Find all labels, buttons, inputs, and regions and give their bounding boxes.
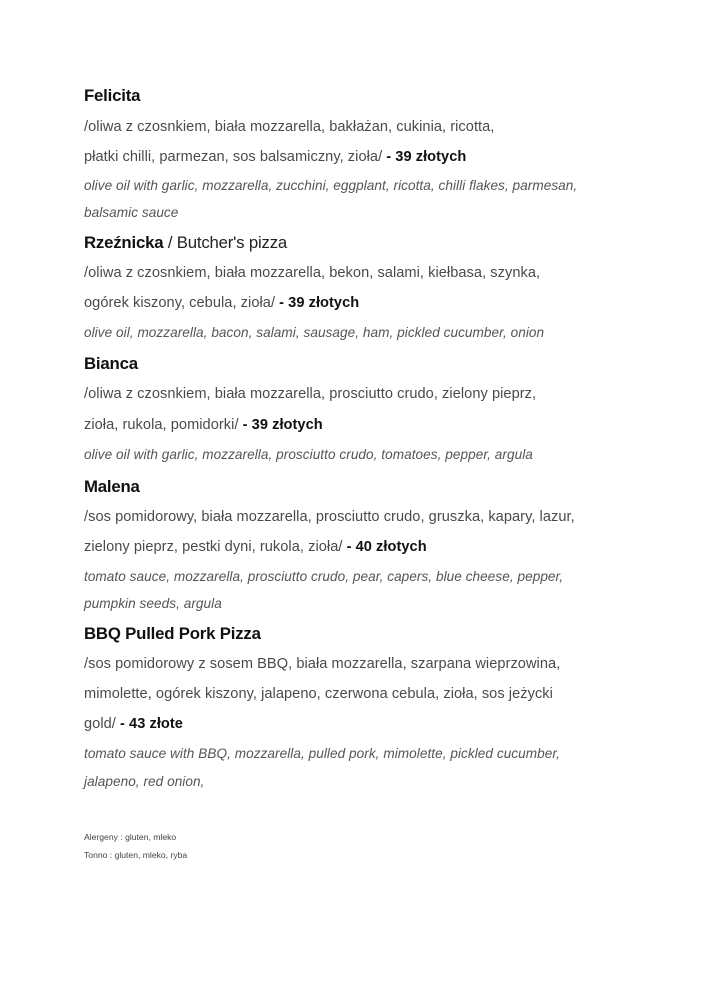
item-ingredients-pl — [84, 149, 466, 165]
item-ingredients-en: jalapeno, red onion, — [84, 774, 205, 789]
item-ingredients-pl: /sos pomidorowy, biała mozzarella, prosciutto crudo, gruszka, kapary, lazur, — [84, 509, 575, 525]
ingredients-text: gold/ — [84, 716, 121, 732]
item-ingredients-en: olive oil with garlic, mozzarella, prosciutto crudo, tomatoes, pepper, argula — [84, 447, 533, 462]
allergens-note: Alergeny : gluten, mleko — [84, 832, 177, 842]
item-price: - 39 złotych — [242, 417, 323, 433]
item-ingredients-en: balsamic sauce — [84, 205, 179, 220]
item-price: - 43 złote — [120, 716, 183, 732]
item-ingredients-en: pumpkin seeds, argula — [84, 596, 222, 611]
item-ingredients-pl — [84, 539, 427, 555]
item-title — [84, 477, 140, 497]
ingredients-text: ogórek kiszony, cebula, zioła/ — [84, 295, 280, 311]
item-name: Felicita — [84, 86, 141, 105]
item-ingredients-pl — [84, 295, 359, 311]
item-ingredients-en: olive oil with garlic, mozzarella, zucchini, eggplant, ricotta, chilli flakes, parmesan, — [84, 178, 578, 193]
item-ingredients-pl: /sos pomidorowy z sosem BBQ, biała mozzarella, szarpana wieprzowina, — [84, 656, 561, 672]
item-ingredients-pl: mimolette, ogórek kiszony, jalapeno, czerwona cebula, zioła, sos jeżycki — [84, 686, 553, 702]
item-name: BBQ Pulled Pork Pizza — [84, 624, 261, 643]
item-ingredients-pl: /oliwa z czosnkiem, biała mozzarella, bekon, salami, kiełbasa, szynka, — [84, 265, 541, 281]
item-price: - 40 złotych — [346, 539, 427, 555]
item-ingredients-pl — [84, 716, 183, 732]
item-price: - 39 złotych — [279, 295, 360, 311]
item-title — [84, 354, 138, 374]
ingredients-text: płatki chilli, parmezan, sos balsamiczny, zioła/ — [84, 149, 387, 165]
item-ingredients-en: tomato sauce with BBQ, mozzarella, pulled pork, mimolette, pickled cucumber, — [84, 746, 561, 761]
item-title — [84, 624, 261, 644]
tonno-allergens-note: Tonno : gluten, mleko, ryba — [84, 850, 188, 860]
item-name: Malena — [84, 477, 140, 496]
ingredients-text: zielony pieprz, pestki dyni, rukola, zioła/ — [84, 539, 347, 555]
item-ingredients-pl — [84, 417, 323, 433]
item-subtitle: / Butcher's pizza — [163, 233, 288, 252]
item-ingredients-pl: /oliwa z czosnkiem, biała mozzarella, bakłażan, cukinia, ricotta, — [84, 119, 495, 135]
item-title — [84, 233, 287, 253]
item-ingredients-en: olive oil, mozzarella, bacon, salami, sausage, ham, pickled cucumber, onion — [84, 325, 545, 340]
item-ingredients-pl: /oliwa z czosnkiem, biała mozzarella, prosciutto crudo, zielony pieprz, — [84, 386, 537, 402]
item-price: - 39 złotych — [386, 149, 467, 165]
item-name: Bianca — [84, 354, 138, 373]
item-ingredients-en: tomato sauce, mozzarella, prosciutto crudo, pear, capers, blue cheese, pepper, — [84, 569, 564, 584]
item-title — [84, 86, 140, 106]
ingredients-text: zioła, rukola, pomidorki/ — [84, 417, 243, 433]
item-name: Rzeźnicka — [84, 233, 164, 252]
